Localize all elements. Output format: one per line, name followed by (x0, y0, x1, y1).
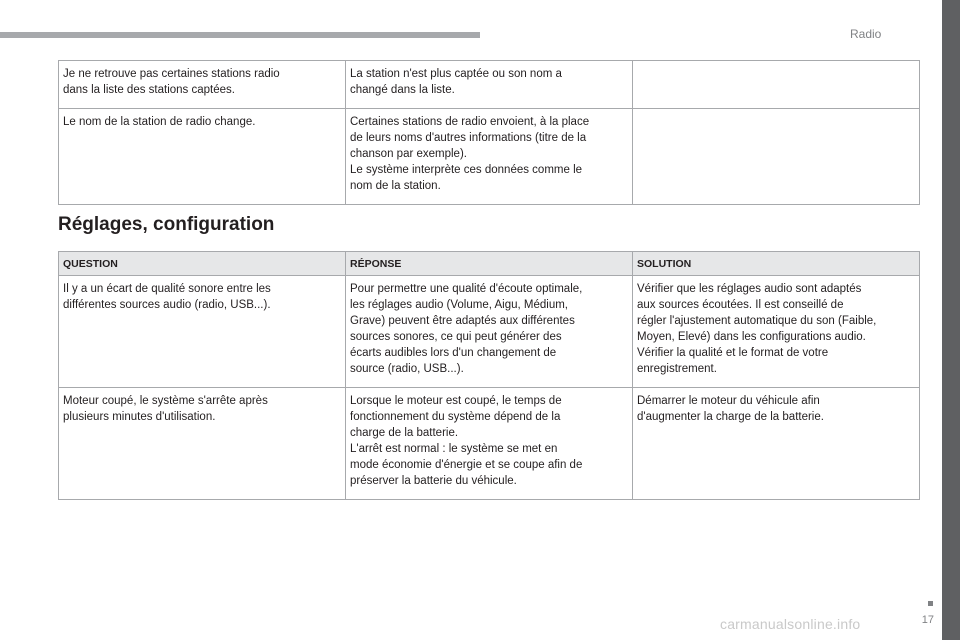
page-number: 17 (921, 614, 934, 626)
table-row (59, 109, 920, 205)
side-strip (942, 0, 960, 640)
section-label: Radio (850, 27, 882, 41)
troubleshooting-table (58, 60, 920, 205)
header-bar (0, 32, 480, 38)
answer-cell: Certaines stations de radio envoient, à la place de leurs noms d'autres informations (titre de la chanson par exemple). Le système interprète ces données comme le nom de la station. (346, 109, 633, 205)
watermark: carmanualsonline.info (720, 616, 861, 632)
column-header-solution: SOLUTION (633, 252, 920, 276)
answer-cell: Lorsque le moteur est coupé, le temps de fonctionnement du système dépend de la charge de la batterie. L'arrêt est normal : le système se met en mode économie d'énergie et se coupe afin de préserver la batterie du véhicule. (346, 388, 633, 500)
column-header-question: QUESTION (59, 252, 346, 276)
solution-cell: Démarrer le moteur du véhicule afin d'augmenter la charge de la batterie. (633, 388, 920, 500)
solution-cell (633, 61, 920, 109)
table-header-row (59, 252, 920, 276)
solution-cell (633, 109, 920, 205)
answer-cell: La station n'est plus captée ou son nom a changé dans la liste. (346, 61, 633, 109)
question-cell: Il y a un écart de qualité sonore entre les différentes sources audio (radio, USB...). (59, 276, 346, 388)
question-cell: Le nom de la station de radio change. (59, 109, 346, 205)
section-title: Réglages, configuration (58, 214, 275, 235)
question-cell: Moteur coupé, le système s'arrête après plusieurs minutes d'utilisation. (59, 388, 346, 500)
continuation-marker (928, 601, 933, 606)
question-cell: Je ne retrouve pas certaines stations radio dans la liste des stations captées. (59, 61, 346, 109)
table-row (59, 388, 920, 500)
table-row (59, 61, 920, 109)
answer-cell: Pour permettre une qualité d'écoute optimale, les réglages audio (Volume, Aigu, Médium, Grave) peuvent être adaptés aux différentes sources sonores, ce qui peut générer des écarts audibles lors d'un changement de source (radio, USB...). (346, 276, 633, 388)
solution-cell: Vérifier que les réglages audio sont adaptés aux sources écoutées. Il est conseillé de régler l'ajustement automatique du son (Faible, Moyen, Elevé) dans les configurations audio. Vérifier la qualité et le format de votre enregistrement. (633, 276, 920, 388)
table-row (59, 276, 920, 388)
settings-table (58, 251, 920, 500)
column-header-answer: RÉPONSE (346, 252, 633, 276)
